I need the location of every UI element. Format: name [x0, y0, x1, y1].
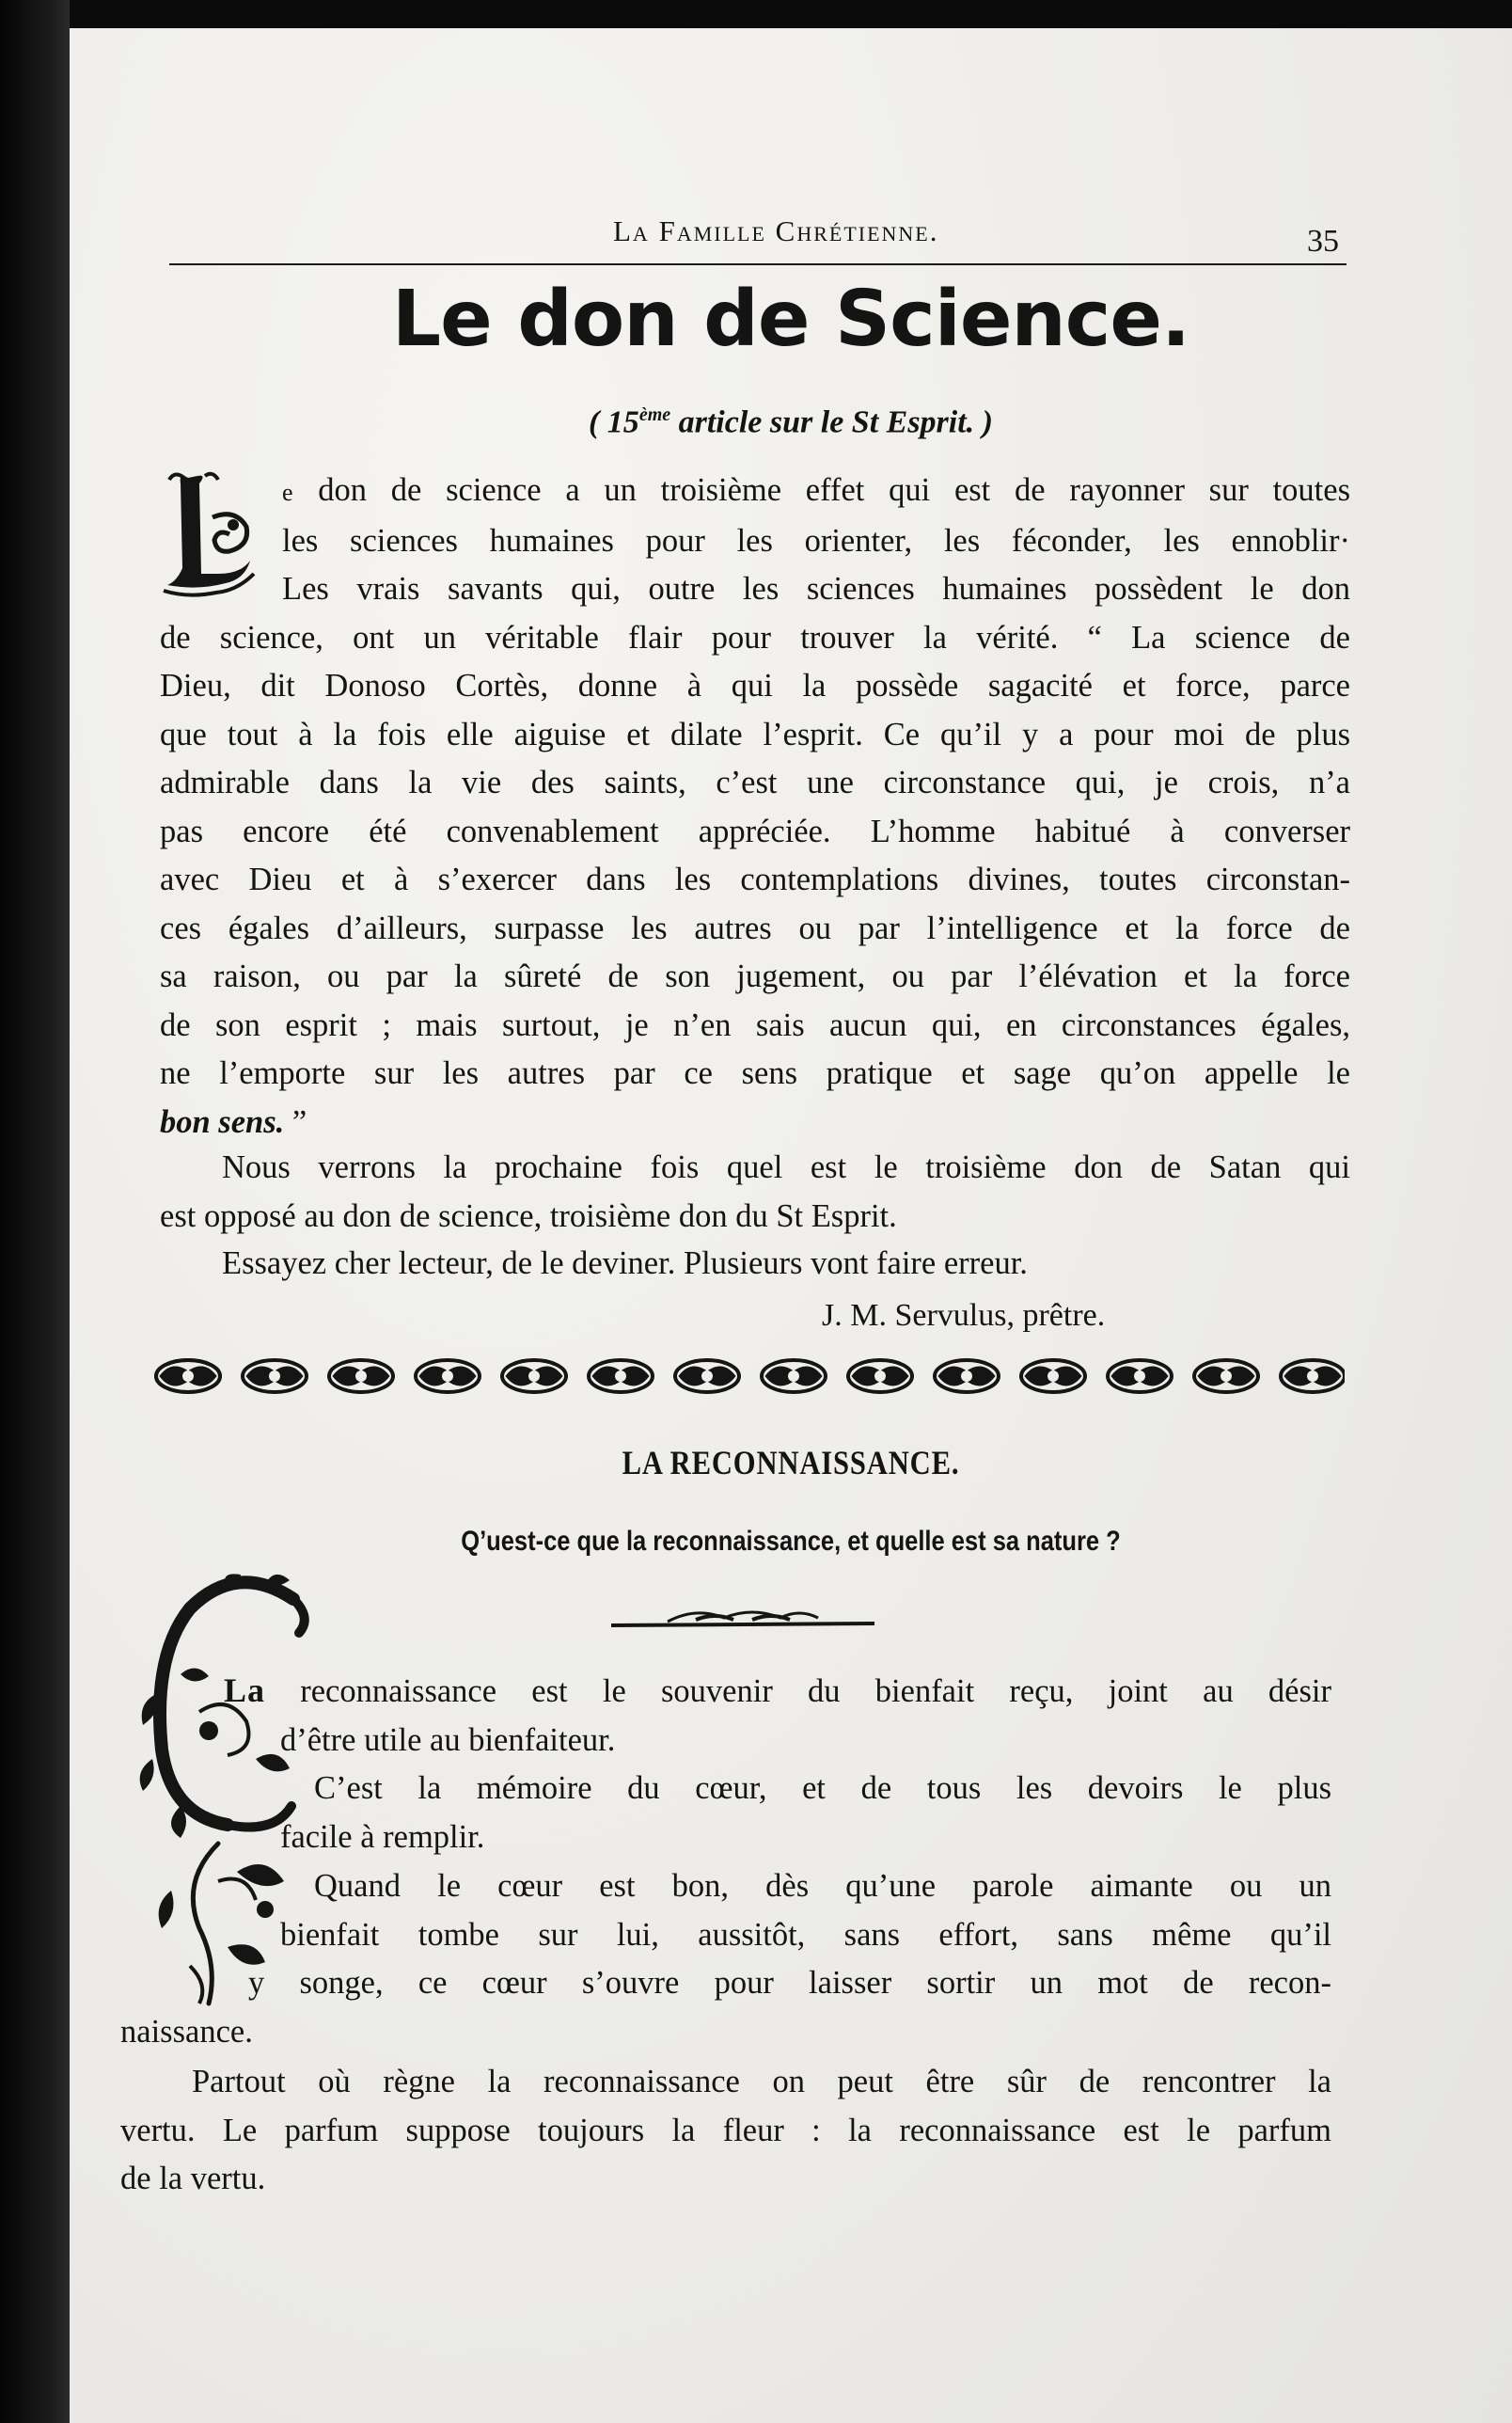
section-question: Q’uest-ce que la reconnaissance, et quelle est sa nature ?	[461, 1526, 1121, 1557]
text-line: reconnaissance est le souvenir du bienfait reçu, joint au désir	[265, 1673, 1331, 1709]
text-line: y songe, ce cœur s’ouvre pour laisser sortir un mot de recon-	[248, 1965, 1331, 2001]
dropcap-l	[160, 470, 258, 602]
text-line: ces égales d’ailleurs, surpasse les autres ou par l’intelligence et la force de	[160, 910, 1350, 946]
signature: J. M. Servulus, prêtre.	[822, 1298, 1106, 1333]
paragraph-4	[224, 1667, 1331, 1765]
ornamental-divider-icon	[145, 1353, 1345, 1400]
text-line: Les vrais savants qui, outre les sciences humaines possèdent le don	[282, 571, 1350, 607]
article-subtitle	[70, 404, 1512, 440]
text-line: les sciences humaines pour les orienter, les féconder, les ennoblir·	[282, 522, 1350, 559]
running-header	[171, 177, 1356, 259]
text-line: de son esprit ; mais surtout, je n’en sais aucun qui, en circonstances égales,	[160, 1006, 1350, 1043]
closing-quote: ”	[284, 1103, 307, 1140]
text-line: de la vertu.	[120, 2161, 266, 2196]
text-line: Essayez cher lecteur, de le deviner. Plusieurs vont faire erreur.	[222, 1245, 1028, 1281]
text-line: Nous verrons la prochaine fois quel est le troisième don de Satan qui	[222, 1149, 1350, 1185]
text-line: avec Dieu et à s’exercer dans les contemplations divines, toutes circonstan-	[160, 862, 1350, 897]
book-spine-shadow	[0, 0, 70, 2423]
text-line: Quand le cœur est bon, dès qu’une parole aimante ou un	[314, 1868, 1331, 1904]
text-line: de science, ont un véritable flair pour trouver la vérité. “ La science de	[160, 619, 1350, 656]
text-line: vertu. Le parfum suppose toujours la fleur : la reconnaissance est le parfum	[120, 2112, 1331, 2148]
first-word-smallcap: La	[224, 1671, 266, 1709]
text-line: pas encore été convenablement appréciée. L’homme habitué à converser	[160, 813, 1350, 849]
small-ornament-icon	[611, 1603, 874, 1637]
text-line: don de science a un troisième effet qui est de rayonner sur toutes	[293, 472, 1350, 508]
italic-phrase: bon sens.	[160, 1103, 285, 1140]
text-line: sa raison, ou par la sûreté de son jugement, ou par l’élévation et la force	[160, 958, 1350, 994]
text-line: ne l’emporte sur les autres par ce sens pratique et sage qu’on appelle le	[160, 1055, 1350, 1091]
first-letter-smallcap: e	[282, 479, 294, 506]
paragraph-6	[120, 1862, 1331, 2056]
article-title: Le don de Science.	[391, 275, 1190, 364]
text-line: bienfait tombe sur lui, aussitôt, sans effort, sans même qu’il	[280, 1916, 1331, 1953]
text-line: que tout à la fois elle aiguise et dilate l’esprit. Ce qu’il y a pour moi de plus	[160, 716, 1350, 752]
paragraph-7	[120, 2058, 1331, 2204]
text-line: admirable dans la vie des saints, c’est une circonstance qui, je crois, n’a	[160, 765, 1350, 800]
section-title: LA RECONNAISSANCE.	[622, 1444, 960, 1481]
dropcap-l-icon	[160, 470, 258, 602]
paragraph-5	[280, 1765, 1331, 1861]
paragraph-1	[160, 467, 1350, 1147]
text-line: Partout où règne la reconnaissance on peut être sûr de rencontrer la	[192, 2064, 1331, 2099]
paragraph-2	[160, 1144, 1350, 1241]
text-line: est opposé au don de science, troisième don du St Esprit.	[160, 1197, 897, 1234]
page	[70, 28, 1512, 2423]
subtitle-part: ( 15	[588, 404, 639, 440]
paragraph-3	[160, 1240, 1350, 1289]
text-line: naissance.	[120, 2013, 253, 2050]
subtitle-superscript: ème	[638, 404, 671, 425]
running-title: La Famille Chrétienne.	[613, 214, 939, 247]
page-number: 35	[1307, 224, 1339, 259]
subtitle-part: article sur le St Esprit. )	[670, 404, 993, 440]
text-line: facile à remplir.	[280, 1818, 485, 1855]
text-line: C’est la mémoire du cœur, et de tous les devoirs le plus	[314, 1770, 1331, 1806]
text-line: d’être utile au bienfaiteur.	[280, 1721, 616, 1758]
text-line: Dieu, dit Donoso Cortès, donne à qui la possède sagacité et force, parce	[160, 668, 1350, 704]
header-rule	[169, 263, 1347, 265]
